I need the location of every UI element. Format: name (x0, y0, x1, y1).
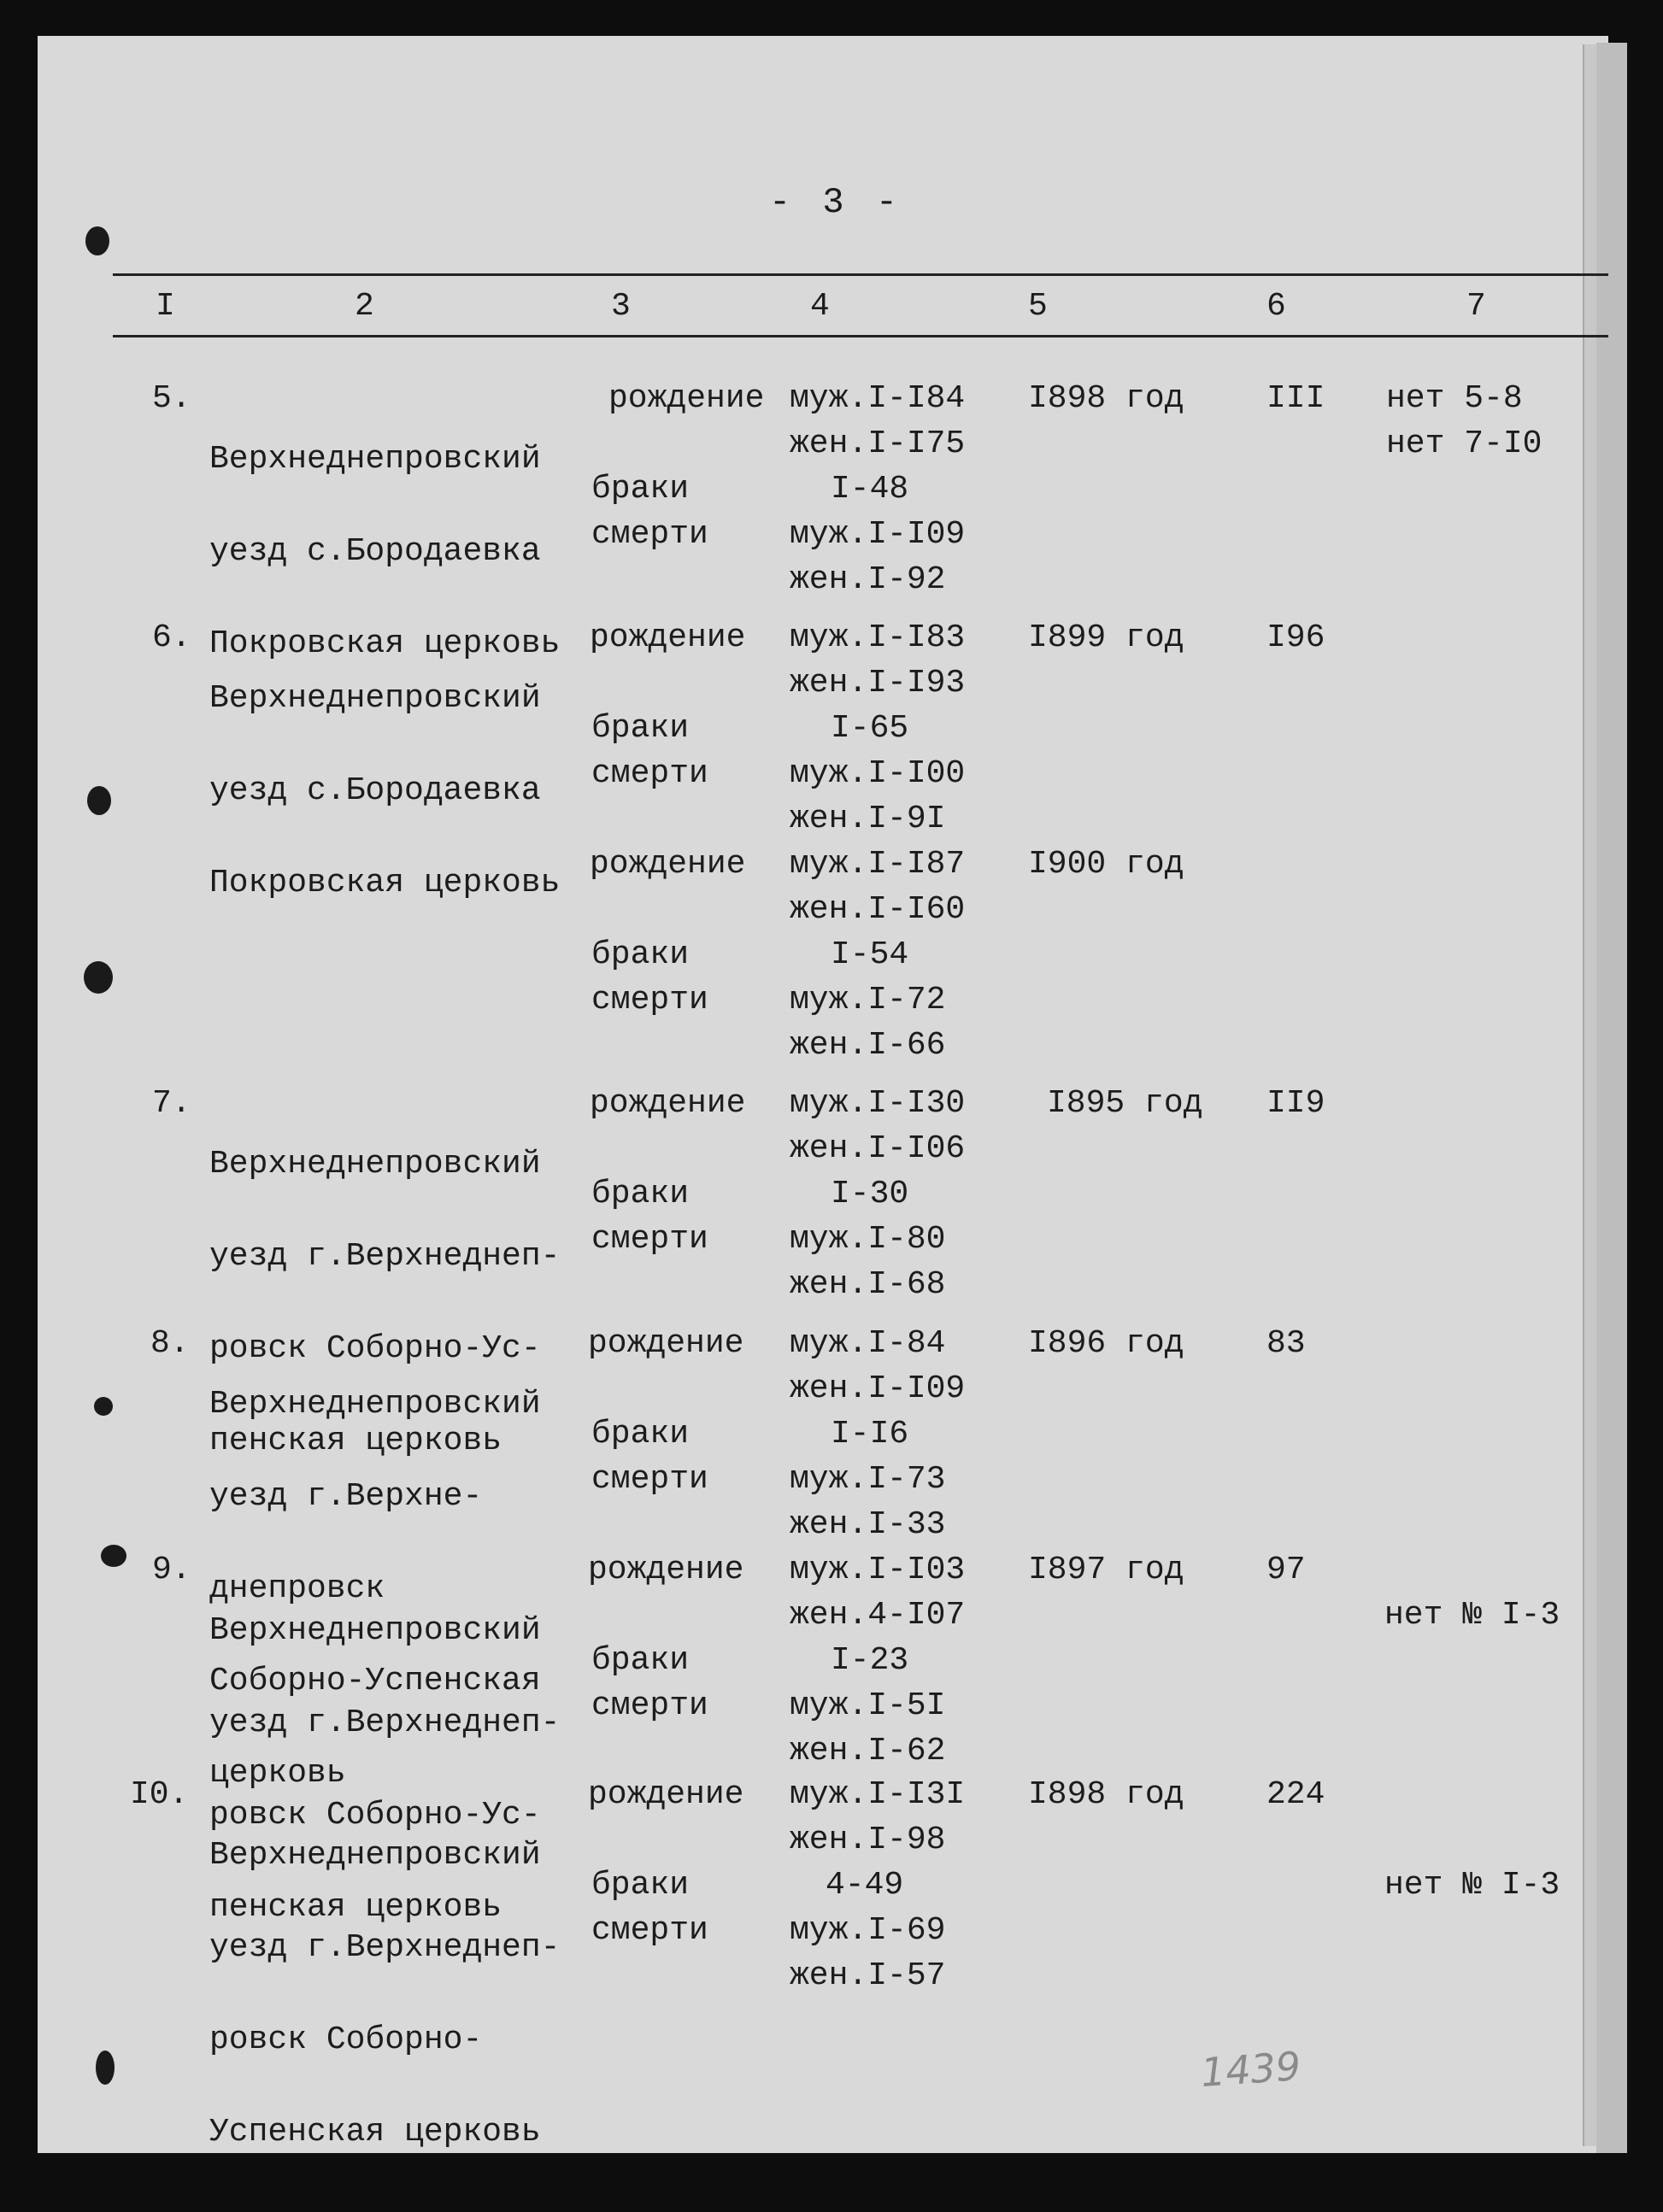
col-header: 4 (810, 288, 830, 325)
record-range: муж.I-I83 (790, 619, 966, 656)
col-header: 7 (1466, 288, 1486, 325)
entry-count: 97 (1266, 1552, 1306, 1588)
record-range: жен.I-92 (790, 561, 946, 598)
event-type: рождение (588, 1552, 744, 1588)
record-range: 4-49 (826, 1867, 904, 1904)
record-range: муж.I-72 (790, 982, 946, 1018)
entry-year: I898 год (1028, 1776, 1184, 1813)
record-range: жен.I-I06 (790, 1130, 966, 1167)
record-range: муж.I-84 (790, 1325, 946, 1362)
event-type: смерти (591, 982, 708, 1018)
entry-description: Верхнеднепровский уезд с.Бородаевка Покровская церковь (209, 441, 561, 662)
record-range: жен.I-I09 (790, 1370, 966, 1407)
paper-edge-shadow (1596, 43, 1627, 2153)
record-range: жен.I-33 (790, 1506, 946, 1543)
event-type: смерти (591, 1461, 708, 1498)
record-range: I-30 (831, 1176, 909, 1212)
event-type: смерти (591, 516, 708, 553)
entry-year: I896 год (1028, 1325, 1184, 1362)
entry-note: нет 7-I0 (1386, 425, 1543, 462)
event-type: браки (591, 471, 690, 508)
record-range: муж.I-I00 (790, 755, 966, 792)
entry-count: 83 (1266, 1325, 1306, 1362)
record-range: жен.I-9I (790, 801, 946, 837)
event-type: браки (591, 710, 690, 747)
event-type: смерти (591, 1912, 708, 1949)
col-header: 6 (1266, 288, 1286, 325)
record-range: I-48 (831, 471, 909, 508)
binder-hole (84, 961, 113, 994)
entry-description: Верхнеднепровский уезд с.Бородаевка Покровская церковь (209, 680, 561, 901)
entry-year: I897 год (1028, 1552, 1184, 1588)
record-range: муж.I-I30 (790, 1085, 966, 1122)
col-header: 3 (611, 288, 631, 325)
record-range: муж.I-I09 (790, 516, 966, 553)
record-range: муж.I-I87 (790, 846, 966, 883)
entry-description: Верхнеднепровский уезд г.Верхне- днепровск Соборно-Успенская церковь (209, 1386, 541, 1792)
entry-count: I96 (1266, 619, 1325, 656)
entry-number: I0. (130, 1776, 189, 1813)
entry-number: 5. (152, 380, 191, 417)
entry-number: 6. (152, 619, 191, 656)
col-header: 2 (355, 288, 374, 325)
event-type: браки (591, 1176, 690, 1212)
entry-year: I899 год (1028, 619, 1184, 656)
event-type: браки (591, 936, 690, 973)
record-range: жен.I-62 (790, 1733, 946, 1769)
record-range: жен.I-66 (790, 1027, 946, 1064)
record-range: жен.I-57 (790, 1957, 946, 1994)
record-range: I-I6 (831, 1416, 909, 1452)
event-type: рождение (588, 1776, 744, 1813)
col-header: 5 (1028, 288, 1048, 325)
event-type: браки (591, 1416, 690, 1452)
entry-description: Верхнеднепровский уезд г.Верхнеднеп- ровск Соборно- Успенская церковь (209, 1837, 561, 2150)
record-range: муж.I-80 (790, 1221, 946, 1258)
binder-hole (96, 2051, 115, 2085)
event-type: рождение (590, 846, 746, 883)
entry-number: 9. (152, 1552, 191, 1588)
entry-description: Верхнеднепровский уезд г.Верхнеднеп- ровск Соборно-Ус- пенская церковь (209, 1146, 561, 1459)
entry-note: нет № I-3 (1384, 1597, 1560, 1634)
binder-hole (101, 1545, 126, 1567)
record-range: муж.I-I03 (790, 1552, 966, 1588)
handwritten-archive-number: 1439 (1199, 2042, 1302, 2097)
col-header: I (156, 288, 175, 325)
event-type: рождение (588, 1325, 744, 1362)
record-range: I-23 (831, 1642, 909, 1679)
entry-count: II9 (1266, 1085, 1325, 1122)
entry-year: I900 год (1028, 846, 1184, 883)
entry-count: 224 (1266, 1776, 1325, 1813)
event-type: браки (591, 1642, 690, 1679)
event-type: рождение (590, 619, 746, 656)
table-top-rule (113, 273, 1608, 276)
event-type: рождение (608, 380, 765, 417)
entry-year: I895 год (1047, 1085, 1203, 1122)
entry-year: I898 год (1028, 380, 1184, 417)
page-number: - 3 - (769, 182, 903, 223)
record-range: жен.I-98 (790, 1822, 946, 1858)
event-type: смерти (591, 755, 708, 792)
record-range: муж.I-69 (790, 1912, 946, 1949)
entry-description: Верхнеднепровский уезд г.Верхнеднеп- ровск Соборно-Ус- пенская церковь (209, 1612, 561, 1926)
binder-hole (85, 226, 109, 255)
binder-hole (87, 786, 111, 815)
entry-note: нет 5-8 (1386, 380, 1523, 417)
record-range: жен.I-I93 (790, 665, 966, 701)
record-range: муж.I-I3I (790, 1776, 966, 1813)
record-range: I-65 (831, 710, 909, 747)
record-range: жен.I-I60 (790, 891, 966, 928)
entry-number: 8. (150, 1325, 190, 1362)
record-range: I-54 (831, 936, 909, 973)
binder-hole (94, 1397, 113, 1416)
entry-count: III (1266, 380, 1325, 417)
entry-number: 7. (152, 1085, 191, 1122)
record-range: жен.I-68 (790, 1266, 946, 1303)
record-range: муж.I-5I (790, 1687, 946, 1724)
event-type: смерти (591, 1221, 708, 1258)
event-type: рождение (590, 1085, 746, 1122)
record-range: жен.I-I75 (790, 425, 966, 462)
record-range: жен.4-I07 (790, 1597, 966, 1634)
event-type: смерти (591, 1687, 708, 1724)
event-type: браки (591, 1867, 690, 1904)
entry-note: нет № I-3 (1384, 1867, 1560, 1904)
record-range: муж.I-73 (790, 1461, 946, 1498)
header-bottom-rule (113, 335, 1608, 337)
record-range: муж.I-I84 (790, 380, 966, 417)
